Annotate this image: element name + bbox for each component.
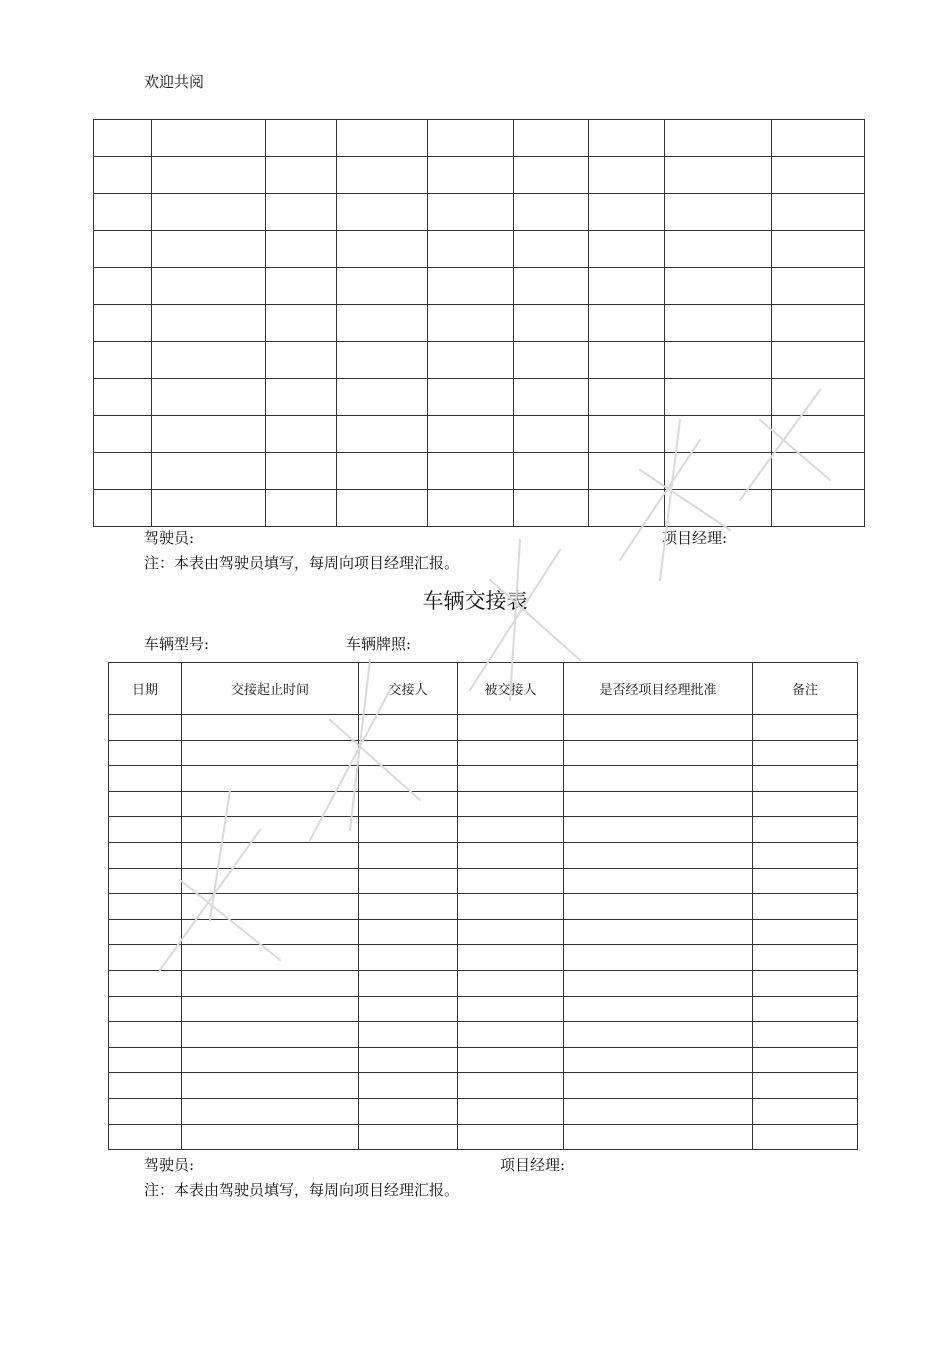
table-cell[interactable] [772,305,865,342]
table-cell[interactable] [94,157,152,194]
table-cell[interactable] [753,868,858,894]
table-cell[interactable] [109,894,182,920]
table-cell[interactable] [359,791,458,817]
column-header: 交接起止时间 [182,663,359,715]
table-cell[interactable] [152,268,266,305]
table-cell[interactable] [94,194,152,231]
table-cell[interactable] [182,791,359,817]
table-row [109,894,858,920]
table-cell[interactable] [182,740,359,766]
table-cell[interactable] [94,342,152,379]
table-cell[interactable] [589,416,665,453]
table-cell[interactable] [94,268,152,305]
table-cell[interactable] [514,305,589,342]
table-cell[interactable] [94,453,152,490]
table-cell[interactable] [109,1073,182,1099]
table-cell[interactable] [564,894,753,920]
table-cell[interactable] [182,1073,359,1099]
table-cell[interactable] [337,268,428,305]
table-cell[interactable] [109,1098,182,1124]
table-cell[interactable] [514,231,589,268]
table-cell[interactable] [514,490,589,527]
table-row [109,1073,858,1099]
table-cell[interactable] [182,868,359,894]
table-cell[interactable] [589,231,665,268]
table-cell[interactable] [428,157,514,194]
table-cell[interactable] [458,766,564,792]
table-cell[interactable] [182,842,359,868]
table-cell[interactable] [152,194,266,231]
table-cell[interactable] [266,194,337,231]
table-cell[interactable] [359,1047,458,1073]
table-cell[interactable] [514,157,589,194]
table-row [109,1047,858,1073]
column-header: 备注 [753,663,858,715]
table-row [109,945,858,971]
table-cell[interactable] [564,715,753,741]
table-cell[interactable] [665,268,772,305]
table-cell[interactable] [266,231,337,268]
table-cell[interactable] [359,1124,458,1150]
table-cell[interactable] [564,1098,753,1124]
table-cell[interactable] [458,791,564,817]
table-cell[interactable] [514,194,589,231]
table-cell[interactable] [772,157,865,194]
table-cell[interactable] [337,305,428,342]
table-row [109,766,858,792]
table-cell[interactable] [94,120,152,157]
table-cell[interactable] [152,120,266,157]
table-cell[interactable] [359,740,458,766]
table-cell[interactable] [772,490,865,527]
table-cell[interactable] [564,1047,753,1073]
table-cell[interactable] [182,970,359,996]
table-cell[interactable] [589,379,665,416]
table-row [94,157,865,194]
table-row [109,715,858,741]
table-cell[interactable] [94,231,152,268]
table-cell[interactable] [182,766,359,792]
table-cell[interactable] [665,305,772,342]
table-cell[interactable] [564,842,753,868]
table-cell[interactable] [359,817,458,843]
table-cell[interactable] [458,1073,564,1099]
table-cell[interactable] [564,868,753,894]
table-cell[interactable] [458,970,564,996]
table-cell[interactable] [589,268,665,305]
table-cell[interactable] [753,740,858,766]
table-row [94,490,865,527]
table-cell[interactable] [266,305,337,342]
table-cell[interactable] [109,817,182,843]
table-cell[interactable] [753,1124,858,1150]
table-cell[interactable] [458,817,564,843]
table-cell[interactable] [152,231,266,268]
table-cell[interactable] [753,1098,858,1124]
table-cell[interactable] [564,919,753,945]
table-cell[interactable] [428,453,514,490]
table-row [94,194,865,231]
table-cell[interactable] [337,342,428,379]
table-cell[interactable] [772,379,865,416]
table-cell[interactable] [458,919,564,945]
table-cell[interactable] [428,342,514,379]
column-header: 是否经项目经理批准 [564,663,753,715]
table-cell[interactable] [109,1047,182,1073]
table-row [109,842,858,868]
table-cell[interactable] [564,740,753,766]
table-cell[interactable] [109,766,182,792]
table-cell[interactable] [564,1022,753,1048]
table-cell[interactable] [109,715,182,741]
table-cell[interactable] [753,817,858,843]
table-cell[interactable] [337,453,428,490]
table-cell[interactable] [772,194,865,231]
table-cell[interactable] [109,945,182,971]
table-cell[interactable] [772,453,865,490]
table-cell[interactable] [458,740,564,766]
table-cell[interactable] [564,970,753,996]
table-cell[interactable] [753,1073,858,1099]
table-row [109,996,858,1022]
table-cell[interactable] [458,1098,564,1124]
table-cell[interactable] [589,157,665,194]
table-cell[interactable] [152,453,266,490]
table-cell[interactable] [182,945,359,971]
table-cell[interactable] [109,996,182,1022]
table-cell[interactable] [589,194,665,231]
table1-driver-label: 驾驶员: [144,529,195,547]
vehicle-model-label: 车辆型号: [144,635,210,653]
table-cell[interactable] [109,970,182,996]
table-cell[interactable] [428,305,514,342]
table-cell[interactable] [359,970,458,996]
table-cell[interactable] [753,996,858,1022]
table-cell[interactable] [109,868,182,894]
table-cell[interactable] [458,1124,564,1150]
table-cell[interactable] [359,1073,458,1099]
table-cell[interactable] [564,996,753,1022]
table-cell[interactable] [753,842,858,868]
table-cell[interactable] [182,715,359,741]
table1-note: 注：本表由驾驶员填写，每周向项目经理汇报。 [144,554,460,572]
column-header: 日期 [109,663,182,715]
table-row [109,919,858,945]
table-cell[interactable] [753,894,858,920]
table-cell[interactable] [359,1022,458,1048]
table-cell[interactable] [337,194,428,231]
table-cell[interactable] [152,490,266,527]
table-cell[interactable] [428,268,514,305]
table-cell[interactable] [665,157,772,194]
table-cell[interactable] [359,945,458,971]
table-cell[interactable] [152,157,266,194]
table-cell[interactable] [182,1124,359,1150]
table-cell[interactable] [266,120,337,157]
table-cell[interactable] [428,416,514,453]
table-cell[interactable] [458,715,564,741]
table-cell[interactable] [753,766,858,792]
table-cell[interactable] [359,996,458,1022]
table-cell[interactable] [428,379,514,416]
table-row [94,231,865,268]
table-cell[interactable] [152,379,266,416]
table-cell[interactable] [458,894,564,920]
table-cell[interactable] [564,817,753,843]
table-cell[interactable] [458,842,564,868]
table-cell[interactable] [337,157,428,194]
table-cell[interactable] [564,791,753,817]
table-row [94,268,865,305]
table-cell[interactable] [152,342,266,379]
table-row [109,868,858,894]
table-cell[interactable] [152,416,266,453]
table-cell[interactable] [753,1022,858,1048]
table-cell[interactable] [109,740,182,766]
table-cell[interactable] [94,379,152,416]
table-cell[interactable] [359,715,458,741]
table-cell[interactable] [589,120,665,157]
table-cell[interactable] [109,791,182,817]
table-cell[interactable] [266,416,337,453]
table-cell[interactable] [514,120,589,157]
table-header-row [109,663,858,715]
table-cell[interactable] [266,342,337,379]
table-row [94,342,865,379]
table-cell[interactable] [266,268,337,305]
table-cell[interactable] [266,157,337,194]
table-cell[interactable] [665,194,772,231]
table-cell[interactable] [753,970,858,996]
handover-table [108,662,858,1150]
table-row [109,1098,858,1124]
table-cell[interactable] [753,791,858,817]
table-cell[interactable] [182,817,359,843]
table-cell[interactable] [182,919,359,945]
log-table [93,119,865,527]
table-row [109,970,858,996]
table-cell[interactable] [665,416,772,453]
table-cell[interactable] [337,231,428,268]
table-cell[interactable] [564,1073,753,1099]
table1-manager-label: 项目经理: [662,529,728,547]
table-cell[interactable] [772,342,865,379]
table-cell[interactable] [109,1022,182,1048]
table-cell[interactable] [753,945,858,971]
table-cell[interactable] [337,416,428,453]
table-cell[interactable] [359,1098,458,1124]
table-cell[interactable] [665,379,772,416]
page-header-text: 欢迎共阅 [144,73,205,91]
table-row [94,305,865,342]
table-cell[interactable] [428,231,514,268]
table-cell[interactable] [514,268,589,305]
table-cell[interactable] [109,919,182,945]
table-cell[interactable] [182,996,359,1022]
handover-title: 车辆交接表 [422,589,528,613]
table-cell[interactable] [772,268,865,305]
table-cell[interactable] [772,416,865,453]
table-cell[interactable] [94,305,152,342]
table-cell[interactable] [182,1022,359,1048]
table-cell[interactable] [564,1124,753,1150]
handover-note: 注：本表由驾驶员填写，每周向项目经理汇报。 [144,1181,460,1199]
table-cell[interactable] [337,120,428,157]
table-cell[interactable] [665,342,772,379]
table-cell[interactable] [359,868,458,894]
table-row [109,740,858,766]
table-cell[interactable] [152,305,266,342]
table-cell[interactable] [458,1022,564,1048]
table-cell[interactable] [589,490,665,527]
table-row [94,416,865,453]
table-cell[interactable] [359,842,458,868]
table-row [94,120,865,157]
table-cell[interactable] [665,120,772,157]
table-cell[interactable] [266,490,337,527]
table-row [109,1124,858,1150]
table-row [94,453,865,490]
table-cell[interactable] [589,453,665,490]
table-cell[interactable] [94,490,152,527]
table-cell[interactable] [337,490,428,527]
handover-driver-label: 驾驶员: [144,1156,195,1174]
table-cell[interactable] [514,379,589,416]
table-cell[interactable] [772,120,865,157]
table-cell[interactable] [359,894,458,920]
table-cell[interactable] [589,305,665,342]
table-cell[interactable] [753,1047,858,1073]
table-cell[interactable] [266,453,337,490]
vehicle-plate-label: 车辆牌照: [346,635,412,653]
table-cell[interactable] [458,945,564,971]
table-cell[interactable] [753,715,858,741]
table-cell[interactable] [589,342,665,379]
table-row [109,1022,858,1048]
table-cell[interactable] [182,1047,359,1073]
table-cell[interactable] [665,490,772,527]
table-cell[interactable] [665,231,772,268]
table-cell[interactable] [458,1047,564,1073]
table-cell[interactable] [514,342,589,379]
table-cell[interactable] [337,379,428,416]
table-cell[interactable] [359,766,458,792]
table-cell[interactable] [753,919,858,945]
handover-manager-label: 项目经理: [500,1156,566,1174]
table-cell[interactable] [772,231,865,268]
table-cell[interactable] [266,379,337,416]
table-cell[interactable] [514,416,589,453]
table-row [109,817,858,843]
table-cell[interactable] [514,453,589,490]
table-cell[interactable] [458,868,564,894]
table-cell[interactable] [182,894,359,920]
table-cell[interactable] [109,1124,182,1150]
table-cell[interactable] [564,766,753,792]
table-cell[interactable] [458,996,564,1022]
table-cell[interactable] [665,453,772,490]
table-cell[interactable] [428,490,514,527]
column-header: 被交接人 [458,663,564,715]
table-cell[interactable] [109,842,182,868]
table-cell[interactable] [564,945,753,971]
table-cell[interactable] [428,194,514,231]
table-cell[interactable] [94,416,152,453]
table-row [109,791,858,817]
table-cell[interactable] [428,120,514,157]
table-cell[interactable] [359,919,458,945]
column-header: 交接人 [359,663,458,715]
table-cell[interactable] [182,1098,359,1124]
table-row [94,379,865,416]
